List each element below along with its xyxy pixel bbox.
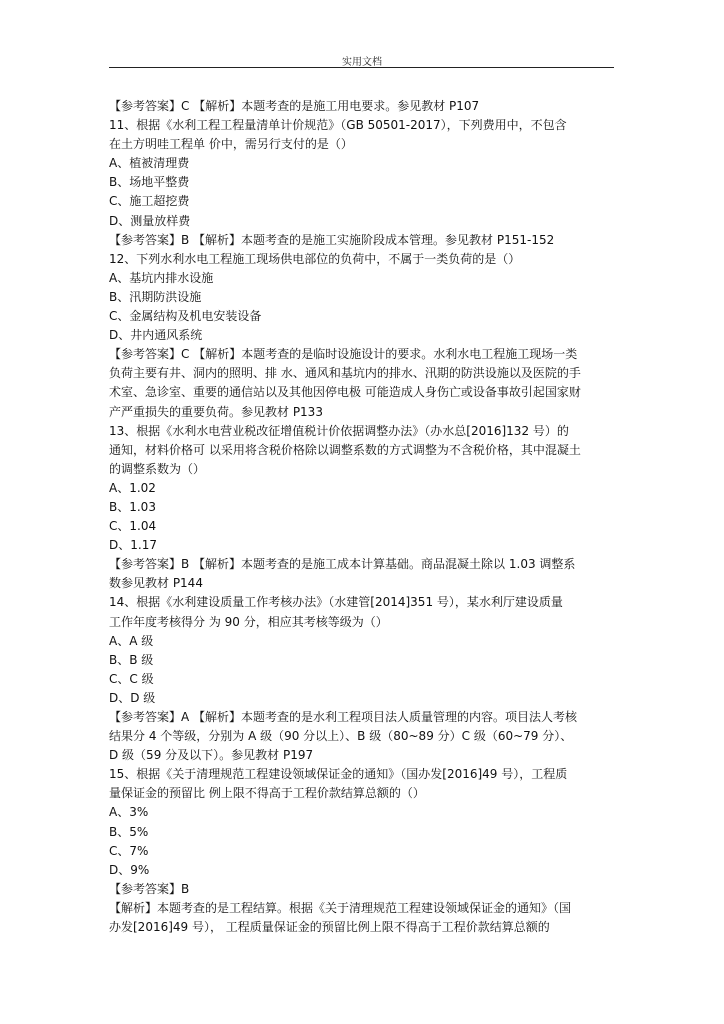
text-line: A、1.02 <box>109 480 156 495</box>
text-line: 【参考答案】A 【解析】本题考查的是水利工程项目法人质量管理的内容。项目法人考核 <box>109 710 578 724</box>
text-line: 12、下列水利水电工程施工现场供电部位的负荷中，不属于一类负荷的是（） <box>109 251 521 266</box>
text-line: 产严重损失的重要负荷。参见教材 P133 <box>109 404 323 419</box>
text-line: 工作年度考核得分 为 90 分，相应其考核等级为（） <box>109 614 388 629</box>
text-line: 【解析】本题考查的是工程结算。根据《关于清理规范工程建设领域保证金的通知》（国 <box>109 900 572 915</box>
text-line: B、5% <box>109 824 149 839</box>
text-line: D、1.17 <box>109 538 157 553</box>
text-line: D、测量放样费 <box>109 213 191 228</box>
document-body <box>109 97 619 937</box>
text-line: 在土方明哇工程单 价中，需另行支付的是（） <box>109 137 353 152</box>
text-line: B、场地平整费 <box>109 175 190 190</box>
text-line: A、A 级 <box>109 633 154 648</box>
text-line: A、3% <box>109 805 149 820</box>
text-line: 的调整系数为（） <box>109 461 206 476</box>
text-line: 【参考答案】C 【解析】本题考查的是施工用电要求。参见教材 P107 <box>109 99 480 113</box>
text-line: B、1.03 <box>109 499 156 514</box>
text-line: 13、根据《水利水电营业税改征增值税计价依据调整办法》（办水总[2016]132 号）的 <box>109 423 569 438</box>
text-line: C、7% <box>109 843 149 858</box>
header-divider <box>109 67 614 68</box>
text-line: 数参见教材 P144 <box>109 576 203 591</box>
text-line: B、汛期防洪设施 <box>109 289 202 304</box>
text-line: A、基坑内排水设施 <box>109 270 214 285</box>
text-line: 办发[2016]49 号）， 工程质量保证金的预留比例上限不得高于工程价款结算总额的 <box>109 920 550 935</box>
text-line: 11、根据《水利工程工程量清单计价规范》（GB 50501-2017），下列费用中，不包含 <box>109 118 567 133</box>
text-line: C、施工超挖费 <box>109 194 190 209</box>
text-line: D、9% <box>109 862 150 877</box>
text-line: 15、根据《关于清理规范工程建设领域保证金的通知》（国办发[2016]49 号），工程质 <box>109 767 568 782</box>
text-line: 【参考答案】B 【解析】本题考查的是施工实施阶段成本管理。参见教材 P151-152 <box>109 232 555 247</box>
text-line: 负荷主要有井、洞内的照明、排 水、通风和基坑内的排水、汛期的防洪设施以及医院的手 <box>109 366 581 381</box>
text-line: A、植被清理费 <box>109 156 190 171</box>
text-line: D、D 级 <box>109 690 156 705</box>
text-line: C、C 级 <box>109 671 154 686</box>
text-line: 术室、急诊室、重要的通信站以及其他因停电极 可能造成人身伤亡或设备事故引起国家财 <box>109 385 581 400</box>
text-line: C、1.04 <box>109 519 157 534</box>
text-line: B、B 级 <box>109 652 154 667</box>
text-line: D、井内通风系统 <box>109 328 203 343</box>
text-line: 【参考答案】B <box>109 881 190 896</box>
text-line: 量保证金的预留比 例上限不得高于工程价款结算总额的（） <box>109 786 425 801</box>
text-line: D 级（59 分及以下）。参见教材 P197 <box>109 748 314 763</box>
text-line: 结果分 4 个等级，分别为 A 级（90 分以上）、B 级（80~89 分）C 级（60~79 分）、 <box>109 729 573 744</box>
page-header-title: 实用文档 <box>342 57 382 68</box>
text-line: 【参考答案】B 【解析】本题考查的是施工成本计算基础。商品混凝土除以 1.03 调整系 <box>109 557 576 572</box>
text-line: 14、根据《水利建设质量工作考核办法》（水建管[2014]351 号），某水利厅建设质量 <box>109 595 563 610</box>
text-line: 【参考答案】C 【解析】本题考查的是临时设施设计的要求。水利水电工程施工现场一类 <box>109 347 578 362</box>
text-line: C、金属结构及机电安装设备 <box>109 309 262 324</box>
text-line: 通知，材料价格可 以采用将含税价格除以调整系数的方式调整为不含税价格，其中混凝土 <box>109 442 581 457</box>
